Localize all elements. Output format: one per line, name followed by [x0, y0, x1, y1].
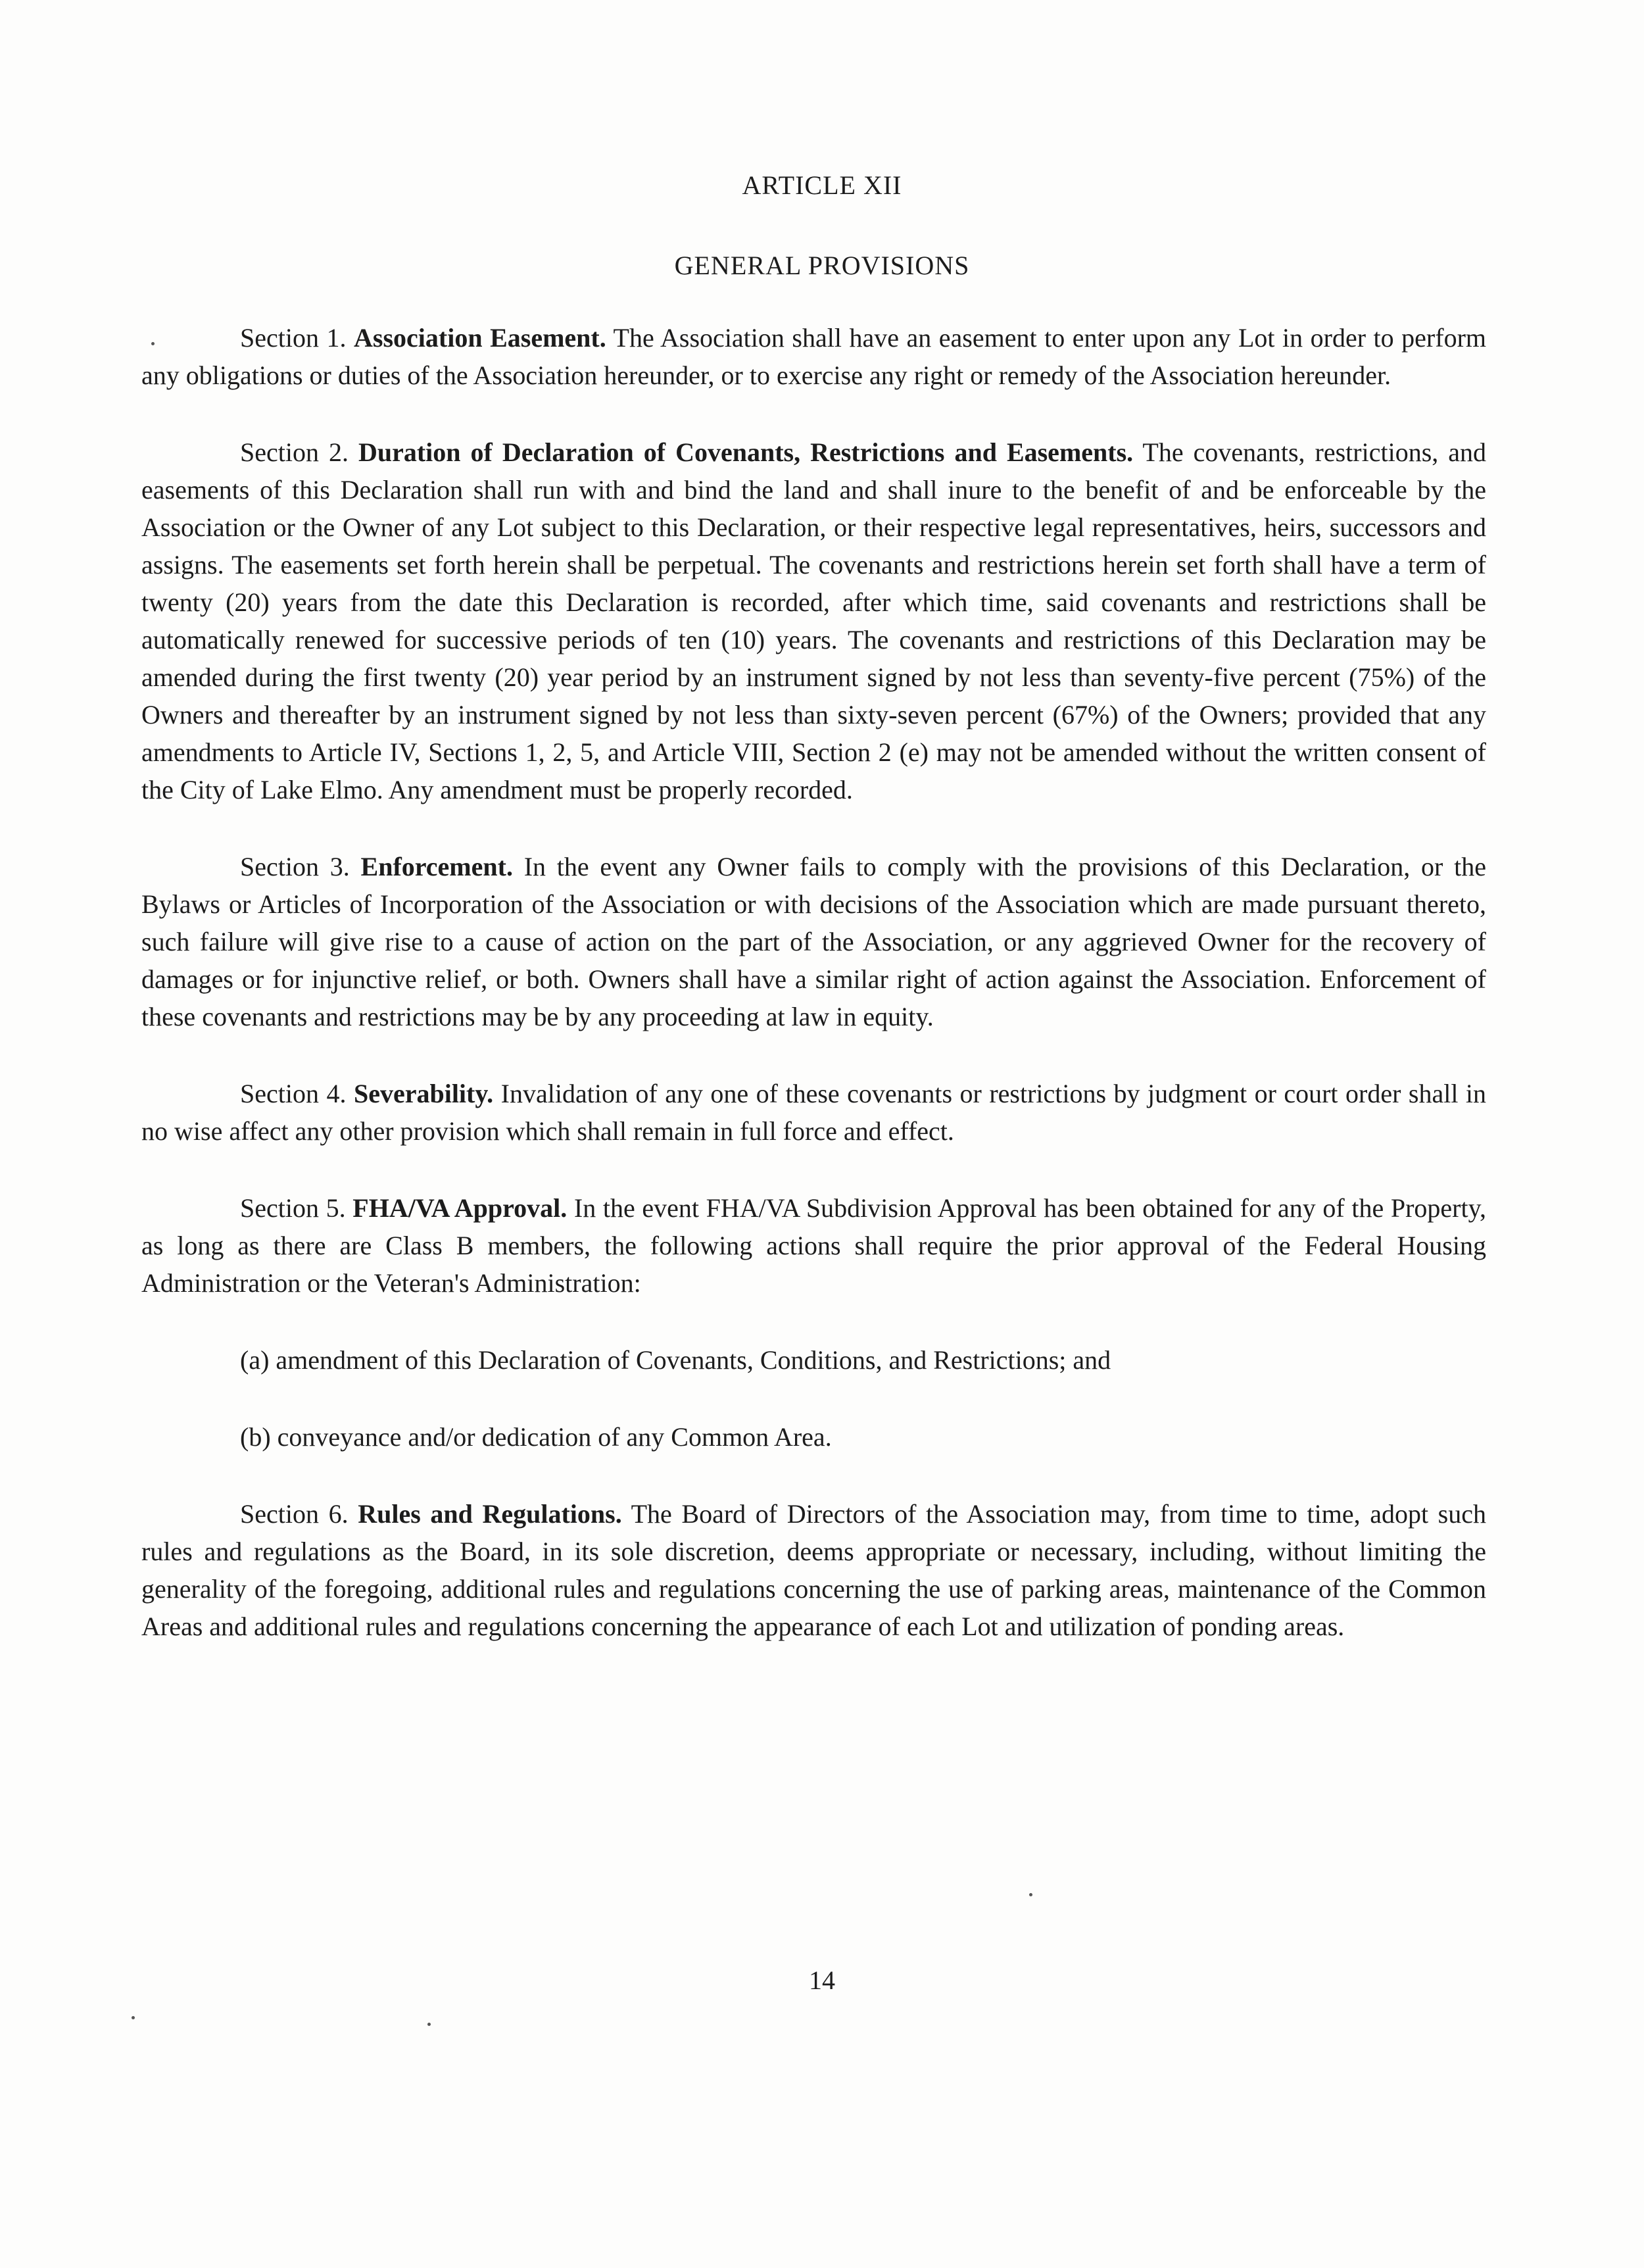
section-4 — [141, 1075, 1486, 1150]
section-title: Severability. — [353, 1079, 494, 1108]
section-text: Invalidation of any one of these covenants or restrictions by judgment or court order shall in no wise affect any other provision which shall remain in full force and effect. — [141, 1079, 1487, 1146]
article-number: ARTICLE XII — [742, 170, 902, 200]
section-text: The Board of Directors of the Association may, from time to time, adopt such rules and regulations as the Board, in its sole discretion, deems appropriate or necessary, including, without limiting the generality of the foregoing, additional rules and regulations concerning the use of parking areas, maintenance of the Common Areas and additional rules and regulations concerning the appearance of each Lot and utilization of ponding areas. — [141, 1499, 1486, 1641]
section-label: Section 1. — [240, 323, 347, 353]
section-label: Section 5. — [240, 1193, 346, 1223]
section-title: Enforcement. — [360, 852, 513, 881]
scan-speck — [151, 342, 155, 345]
section-title: FHA/VA Approval. — [352, 1193, 568, 1223]
article-heading: GENERAL PROVISIONS — [674, 251, 970, 280]
section-label: Section 3. — [240, 852, 350, 881]
section-text: The Association shall have an easement to enter upon any Lot in order to perform any obligations or duties of the Association hereunder, or to exercise any right or remedy of the Association hereunder. — [141, 323, 1486, 390]
section-label: Section 4. — [240, 1079, 347, 1108]
section-label: Section 2. — [240, 437, 349, 467]
section-text: In the event any Owner fails to comply with the provisions of this Declaration, or the Bylaws or Articles of Incorporation of the Association or with decisions of the Association which are made pursuant thereto, such failure will give rise to a cause of action on the part of the Association, or any aggrieved Owner for the recovery of damages or for injunctive relief, or both. Owners shall have a similar right of action against the Association. Enforcement of these covenants and restrictions may be by any proceeding at law in equity. — [141, 852, 1487, 1031]
section-1 — [141, 319, 1486, 394]
list-item-a: (a) amendment of this Declaration of Covenants, Conditions, and Restrictions; and — [240, 1345, 1111, 1375]
section-6 — [141, 1495, 1486, 1645]
scan-speck — [1029, 1893, 1032, 1896]
section-text: The covenants, restrictions, and easements of this Declaration shall run with and bind the land and shall inure to the benefit of and be enforceable by the Association or the Owner of any Lot subject to this Declaration, or their respective legal representatives, heirs, successors and assigns. The easements set forth herein shall be perpetual. The covenants and restrictions herein set forth shall have a term of twenty (20) years from the date this Declaration is recorded, after which time, said covenants and restrictions shall be automatically renewed for successive periods of ten (10) years. The covenants and restrictions of this Declaration may be amended during the first twenty (20) year period by an instrument signed by not less than seventy-five percent (75%) of the Owners and thereafter by an instrument signed by not less than sixty-seven percent (67%) of the Owners; provided that any amendments to Article IV, Sections 1, 2, 5, and Article VIII, Section 2 (e) may not be amended without the written consent of the City of Lake Elmo. Any amendment must be properly recorded. — [141, 437, 1487, 804]
section-text: In the event FHA/VA Subdivision Approval has been obtained for any of the Property, as long as there are Class B members, the following actions shall require the prior approval of the Federal Housing Administration or the Veteran's Administration: — [141, 1193, 1487, 1298]
section-label: Section 6. — [240, 1499, 349, 1529]
scan-speck — [132, 2016, 135, 2019]
section-2 — [141, 433, 1486, 808]
section-title: Duration of Declaration of Covenants, Restrictions and Easements. — [358, 437, 1134, 467]
section-5 — [141, 1189, 1486, 1302]
section-title: Association Easement. — [354, 323, 606, 353]
scan-speck — [427, 2023, 431, 2026]
page-number: 14 — [809, 1965, 835, 1995]
document-body — [141, 319, 1486, 1685]
list-item-b: (b) conveyance and/or dedication of any Common Area. — [240, 1422, 832, 1452]
section-3 — [141, 848, 1486, 1035]
section-title: Rules and Regulations. — [358, 1499, 622, 1529]
